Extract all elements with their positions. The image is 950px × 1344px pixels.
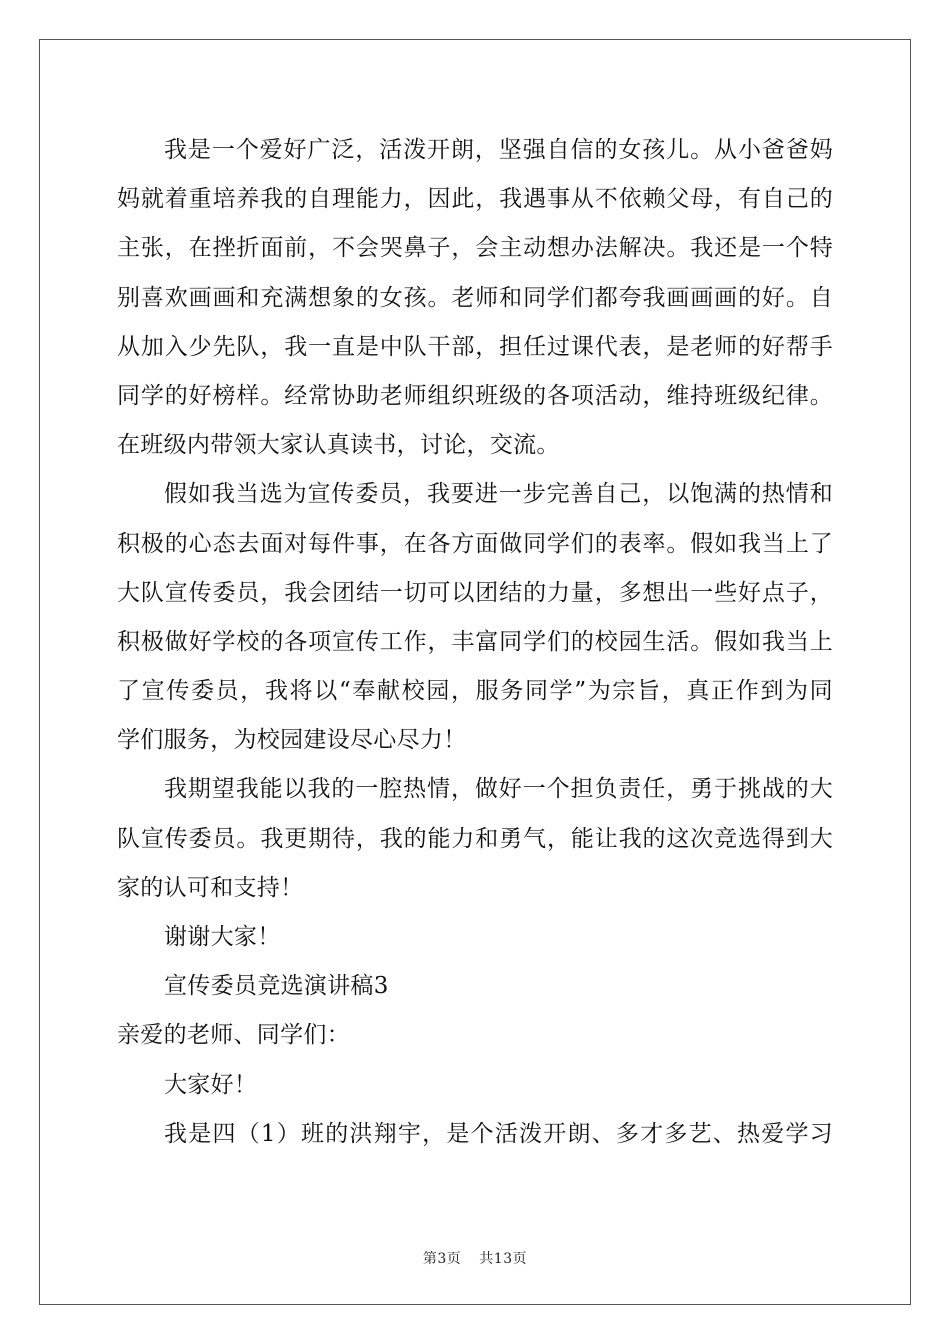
text-line: 在班级内带领大家认真读书，讨论，交流。 <box>117 432 560 459</box>
page-number: 第3页 <box>422 1251 462 1267</box>
text-line: 大家好！ <box>164 1071 258 1098</box>
text-line: 我期望我能以我的一腔热情，做好一个担负责任，勇于挑战的大 <box>164 776 833 803</box>
text-line: 谢谢大家！ <box>164 924 281 950</box>
page-footer <box>0 1248 950 1268</box>
total-pages: 共13页 <box>479 1251 528 1267</box>
text-line: 家的认可和支持！ <box>117 874 304 901</box>
text-line: 学们服务，为校园建设尽心尽力！ <box>117 727 467 754</box>
text-line: 我是四（1）班的洪翔宇，是个活泼开朗、多才多艺、热爱学习 <box>164 1120 833 1147</box>
text-line: 积极做好学校的各项宣传工作，丰富同学们的校园生活。假如我当上 <box>117 628 833 655</box>
text-line: 亲爱的老师、同学们： <box>117 1022 350 1049</box>
text-line: 从加入少先队，我一直是中队干部，担任过课代表，是老师的好帮手 <box>117 333 833 360</box>
text-line: 我是一个爱好广泛，活泼开朗，坚强自信的女孩儿。从小爸爸妈 <box>164 137 833 163</box>
text-line: 了宣传委员，我将以“奉献校园，服务同学”为宗旨，真正作到为同 <box>117 678 833 705</box>
text-line: 积极的心态去面对每件事，在各方面做同学们的表率。假如我当上了 <box>117 530 833 557</box>
text-line: 大队宣传委员，我会团结一切可以团结的力量，多想出一些好点子， <box>117 579 833 606</box>
text-line: 假如我当选为宣传委员，我要进一步完善自己，以饱满的热情和 <box>164 481 833 508</box>
text-line: 同学的好榜样。经常协助老师组织班级的各项活动，维持班级纪律。 <box>117 382 833 409</box>
text-line: 别喜欢画画和充满想象的女孩。老师和同学们都夸我画画画的好。自 <box>117 284 833 311</box>
document-body <box>117 126 833 1159</box>
text-line: 主张，在挫折面前，不会哭鼻子，会主动想办法解决。我还是一个特 <box>117 235 833 262</box>
text-line: 宣传委员竞选演讲稿3 <box>164 973 389 1000</box>
text-line: 队宣传委员。我更期待，我的能力和勇气，能让我的这次竞选得到大 <box>117 825 833 852</box>
text-line: 妈就着重培养我的自理能力，因此，我遇事从不依赖父母，有自己的 <box>117 186 833 213</box>
